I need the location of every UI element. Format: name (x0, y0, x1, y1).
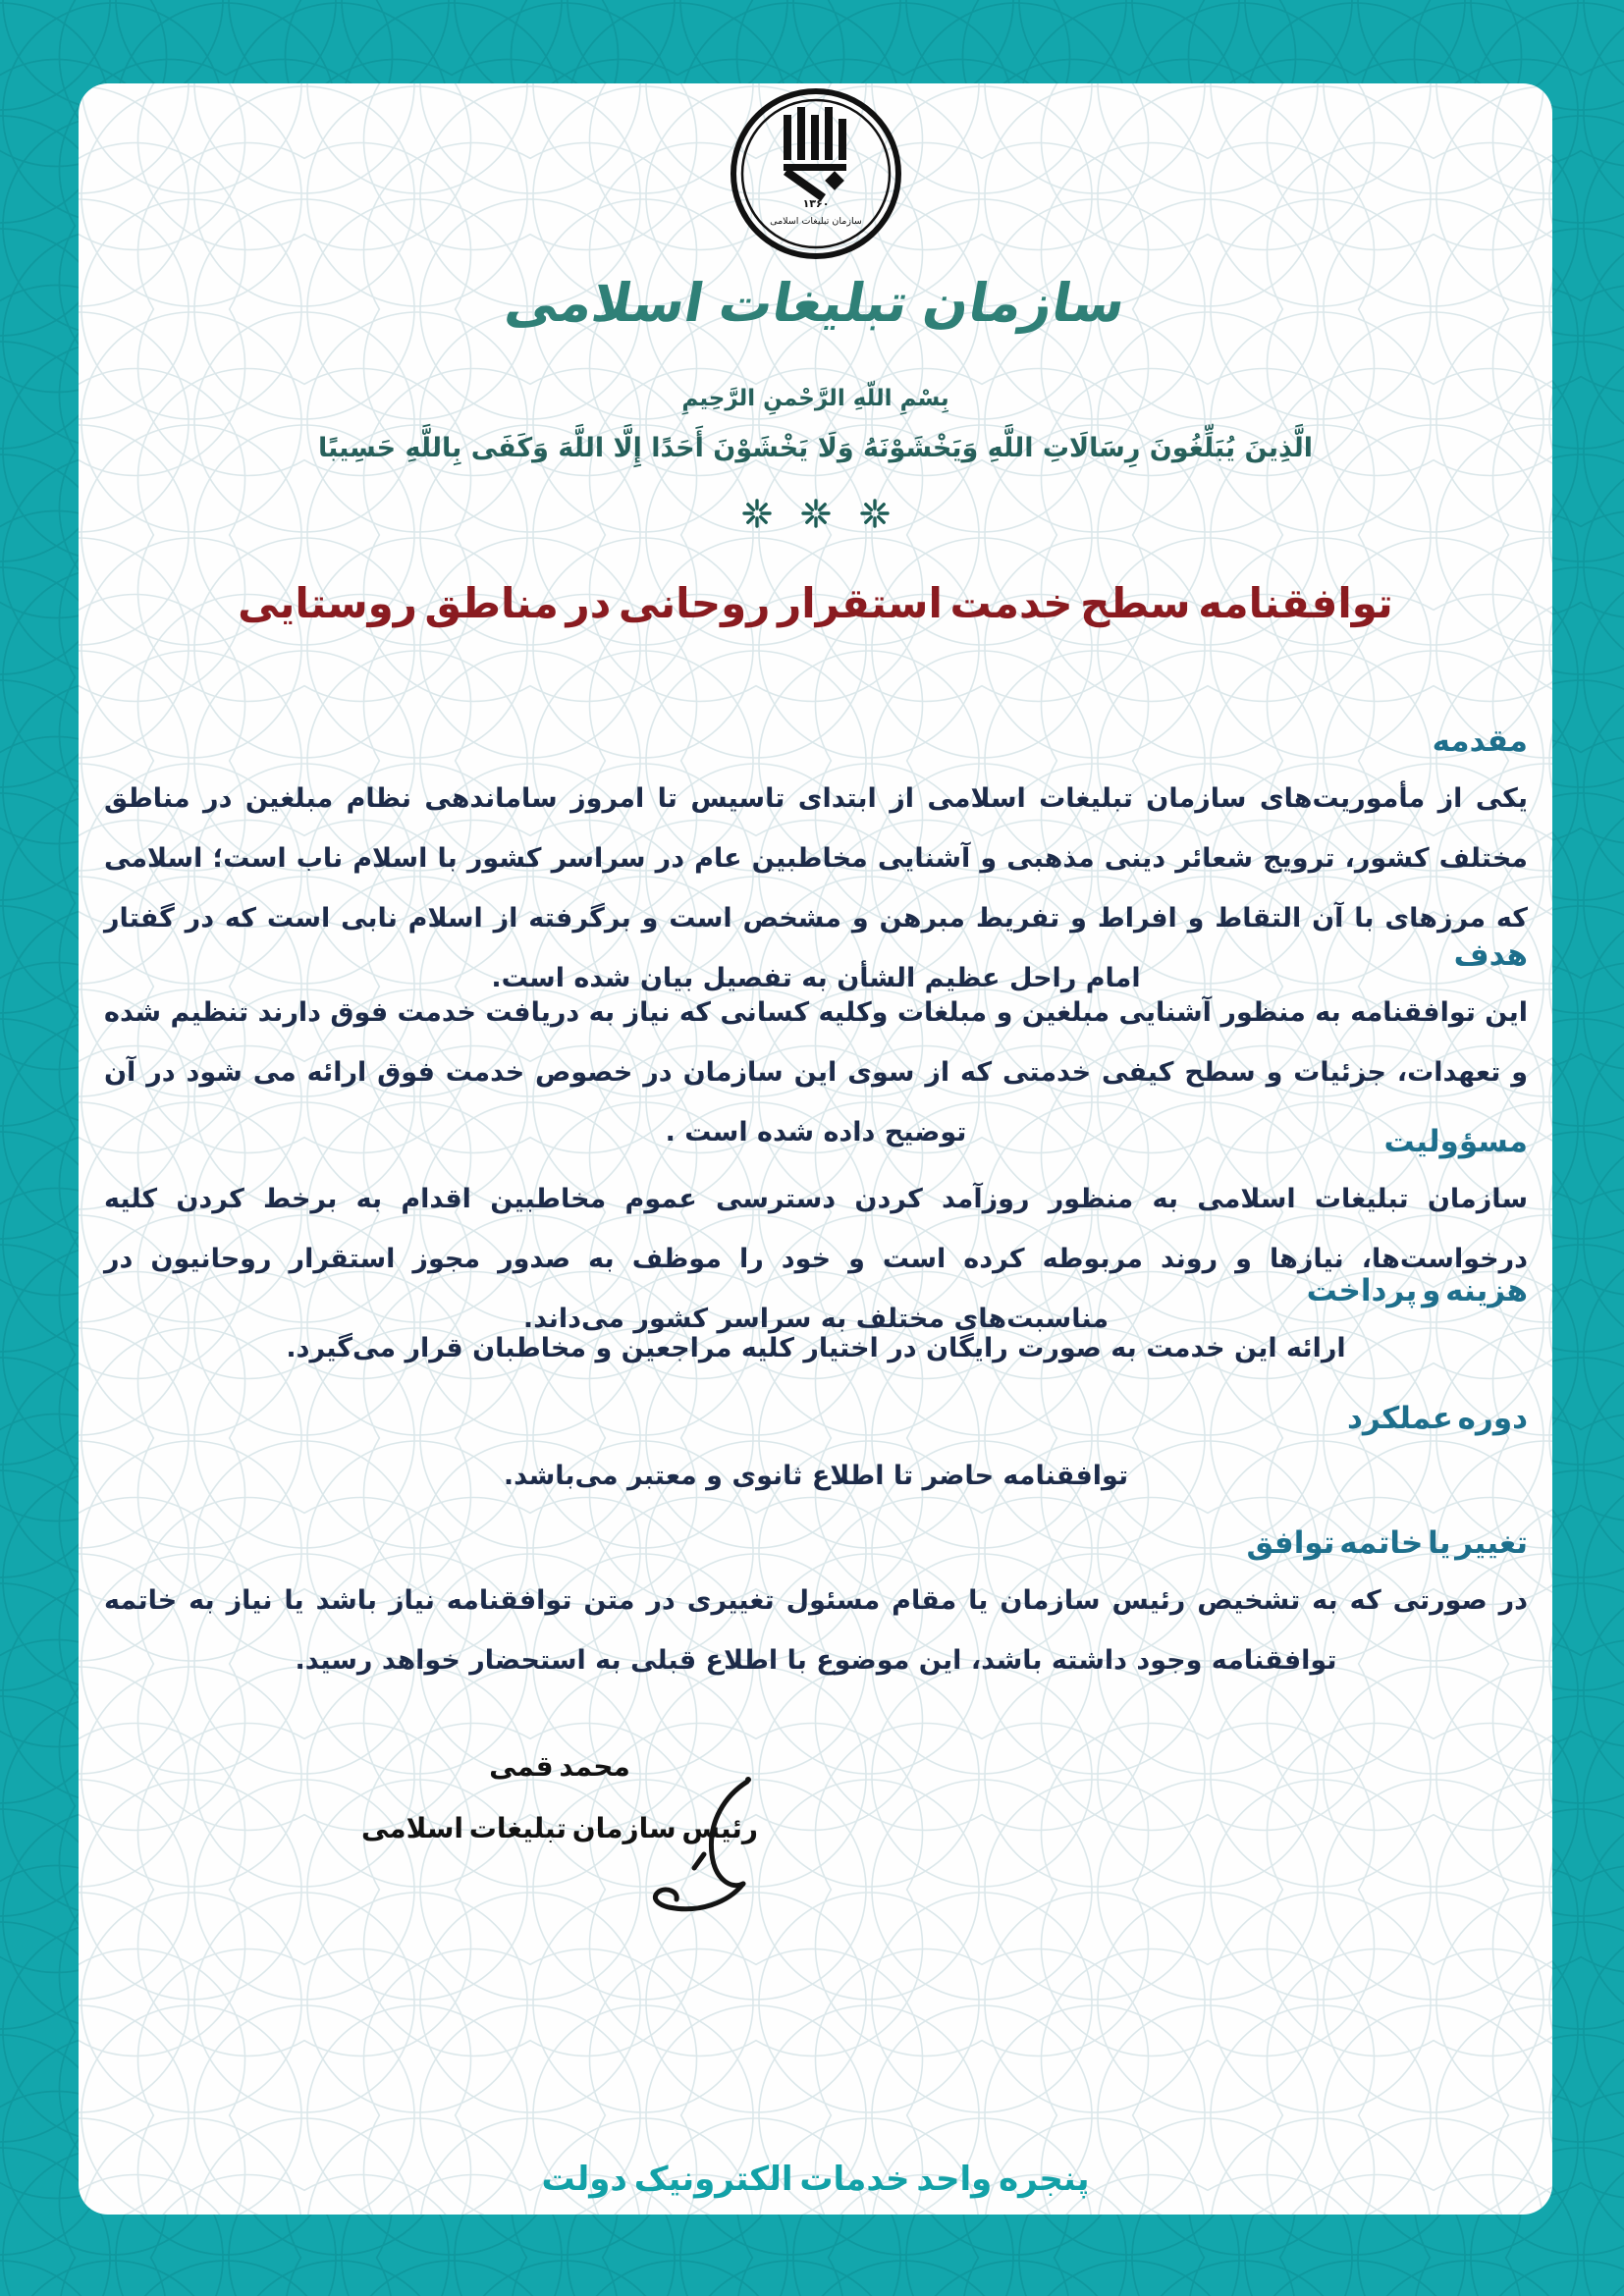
org-logo (79, 85, 1552, 266)
section-body: این توافقنامه به منظور آشنایی مبلغین و مبلغات وکلیه کسانی که نیاز به دریافت خدمت فوق دارند تنظیم شده و تعهدات، جزئیات و سطح کیفی خدمتی که از سوی این سازمان در خصوص خدمت فوق ارائه می شود در آن توضیح داده شده است . (104, 997, 1528, 1148)
logo-org-small-text: سازمان تبلیغات اسلامی (769, 216, 862, 227)
section-body: ارائه این خدمت به صورت رایگان در اختیار کلیه مراجعین و مخاطبان قرار می‌گیرد. (286, 1333, 1346, 1363)
section-body: یکی از مأموریت‌های سازمان تبلیغات اسلامی از ابتدای تاسیس تا امروز ساماندهی نظام مبلغین در مناطق مختلف کشور، ترویج شعائر دینی مذهبی و آشنایی مخاطبین عام در سراسر کشور با اسلام ناب است؛ اسلامی که مرزهای با آن التقاط و افراط و تفریط مبرهن و مشخص است و برگرفته از اسلام نابی است که در گفتار امام راحل عظیم الشأن به تفصیل بیان شده است. (104, 783, 1528, 993)
section-body: در صورتی که به تشخیص رئیس سازمان یا مقام مسئول تغییری در متن توافقنامه نیاز باشد یا نیاز به خاتمه توافقنامه وجود داشته باشد، این موضوع با اطلاع قبلی به استحضار خواهد رسید. (104, 1585, 1528, 1676)
signatory-role: رئیس سازمان تبلیغات اسلامی (360, 1812, 759, 1844)
quran-verse-line: الَّذِينَ يُبَلِّغُونَ رِسَالَاتِ اللَّهِ وَيَخْشَوْنَهُ وَلَا يَخْشَوْنَ أَحَدًا إِلَّا اللَّهَ وَكَفَى بِاللَّهِ حَسِيبًا (318, 433, 1313, 463)
section-body: توافقنامه حاضر تا اطلاع ثانوی و معتبر می‌باشد. (503, 1461, 1129, 1491)
section-heading: هدف (1453, 937, 1528, 973)
letter-sheet (79, 83, 1552, 2215)
handwritten-signature-icon (622, 1774, 788, 1931)
footer-egov-line: پنجره واحد خدمات الکترونیک دولت (541, 2160, 1090, 2199)
signatory-name: محمد قمی (489, 1750, 630, 1783)
section-heading: تغییر یا خاتمه توافق (1246, 1525, 1528, 1561)
ornament-stars (79, 496, 1552, 535)
section-change-termination (104, 1522, 1528, 1690)
org-name-calligraphy: سازمان تبلیغات اسلامی (501, 272, 1131, 334)
bismillah-line: بِسْمِ اللّهِ الرَّحْمنِ الرَّحِيمِ (681, 386, 949, 411)
letter-content (79, 83, 1552, 2215)
allah-kufic-emblem-icon (728, 85, 904, 262)
section-cost-payment (104, 1269, 1528, 1378)
section-heading: مسؤولیت (1383, 1124, 1528, 1159)
section-body: سازمان تبلیغات اسلامی به منظور روزآمد کردن دسترسی عموم مخاطبین اقدام به برخط کردن کلیه درخواست‌ها، نیازها و روند مربوطه کرده است و خود را موظف به صدور مجوز استقرار روحانیون در مناسبت‌های مختلف به سراسر کشور می‌داند. (104, 1184, 1528, 1334)
document-title: توافقنامه سطح خدمت استقرار روحانی در مناطق روستایی (238, 579, 1393, 627)
section-validity-period (104, 1397, 1528, 1506)
section-heading: مقدمه (1432, 723, 1528, 759)
section-heading: هزینه و پرداخت (1306, 1273, 1528, 1308)
flower-asterisk-icon (728, 496, 904, 531)
logo-year: ۱۳۶۰ (802, 197, 829, 210)
section-heading: دوره عملکرد (1347, 1401, 1528, 1436)
